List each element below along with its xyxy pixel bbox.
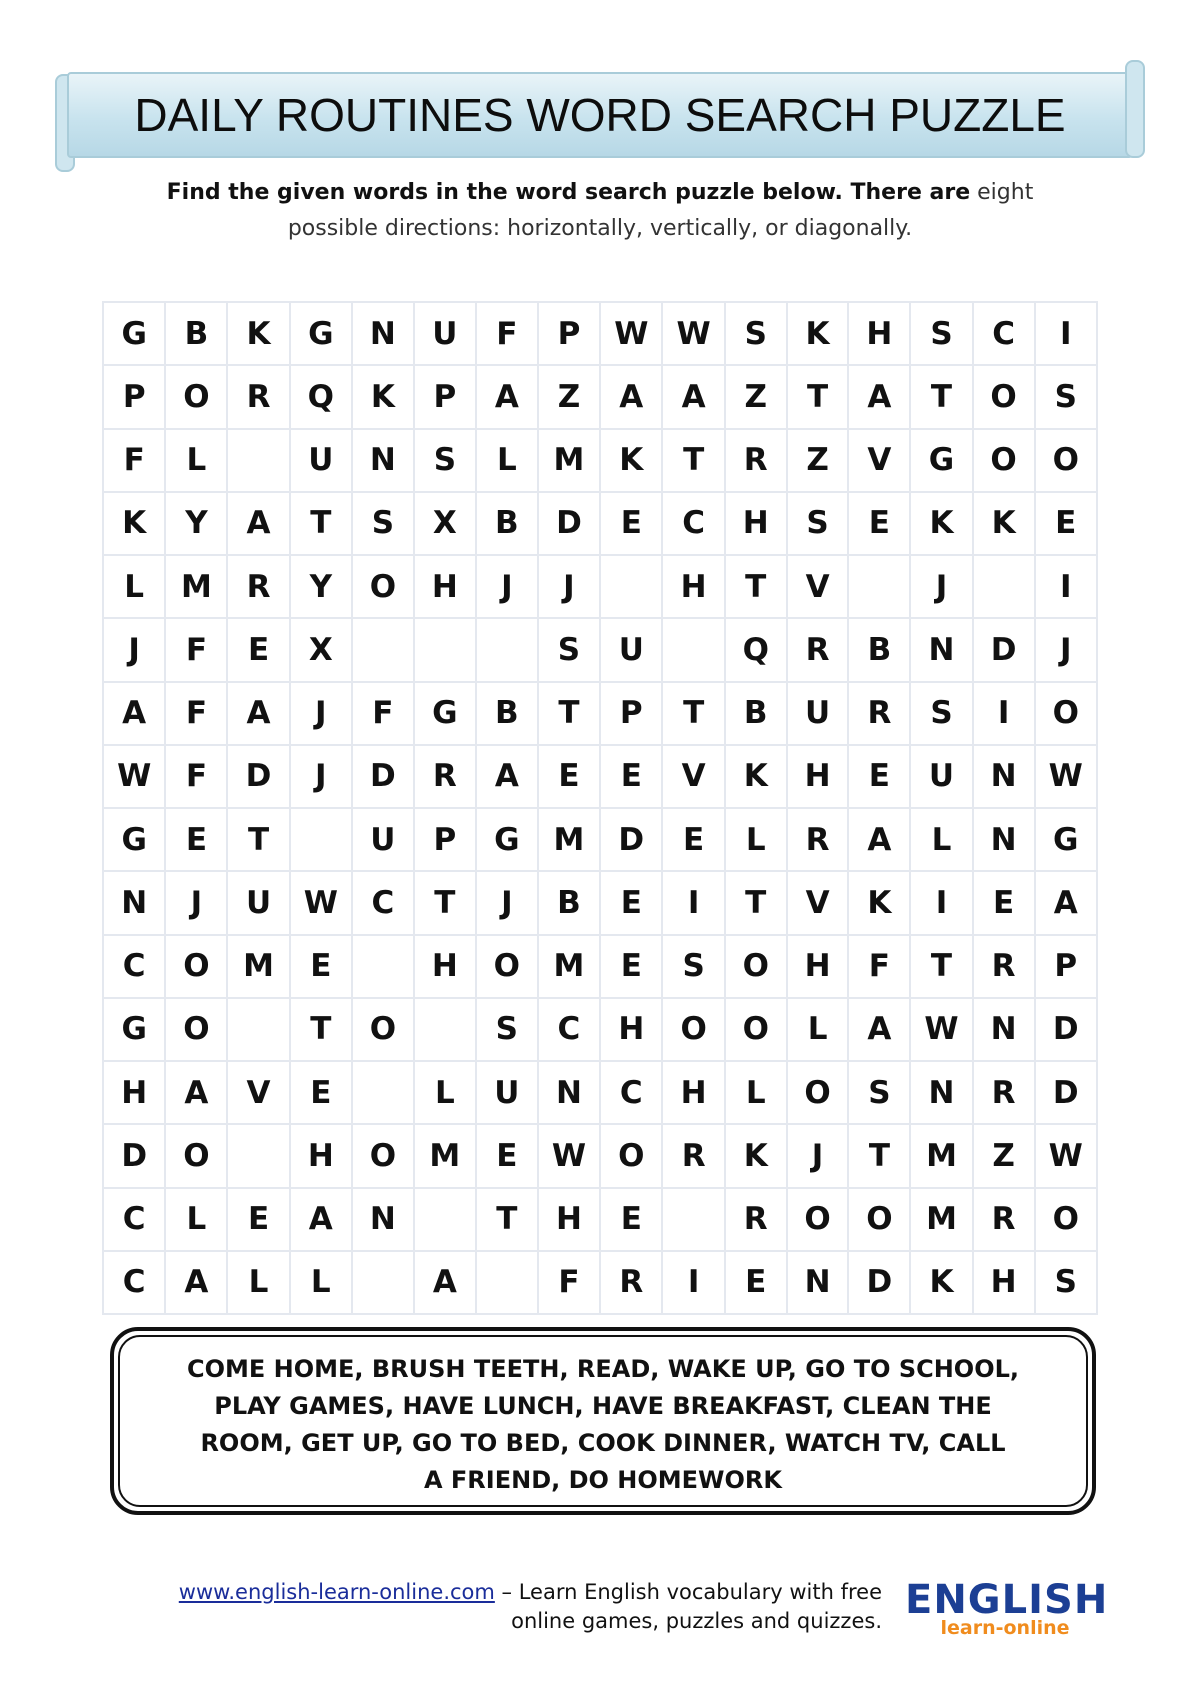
grid-cell: V <box>227 1061 289 1124</box>
grid-cell: K <box>973 492 1035 555</box>
grid-cell: O <box>1035 1188 1098 1251</box>
grid-cell: J <box>165 871 227 934</box>
grid-cell: D <box>352 745 414 808</box>
grid-cell: E <box>600 1188 662 1251</box>
grid-cell: K <box>910 492 972 555</box>
grid-cell <box>352 1251 414 1314</box>
grid-cell: D <box>227 745 289 808</box>
grid-cell: E <box>227 1188 289 1251</box>
grid-cell: L <box>725 1061 787 1124</box>
grid-row <box>103 935 1097 998</box>
grid-row <box>103 492 1097 555</box>
grid-cell: L <box>165 1188 227 1251</box>
grid-cell: S <box>662 935 724 998</box>
grid-cell: R <box>787 618 849 681</box>
grid-cell: L <box>725 808 787 871</box>
footer-text-2: online games, puzzles and quizzes. <box>511 1609 882 1633</box>
grid-cell: H <box>848 302 910 365</box>
grid-cell: E <box>973 871 1035 934</box>
grid-cell <box>352 618 414 681</box>
grid-cell: C <box>352 871 414 934</box>
instructions-line1-bold: Find the given words in the word search puzzle below. There are <box>166 180 971 205</box>
grid-cell: A <box>227 492 289 555</box>
grid-cell: N <box>910 618 972 681</box>
grid-cell: O <box>165 998 227 1061</box>
grid-cell: Z <box>538 365 600 428</box>
grid-cell: B <box>725 682 787 745</box>
grid-cell: S <box>1035 365 1098 428</box>
grid-cell: B <box>538 871 600 934</box>
grid-cell: W <box>1035 1124 1098 1187</box>
grid-cell: U <box>352 808 414 871</box>
grid-cell: M <box>165 555 227 618</box>
grid-row <box>103 1061 1097 1124</box>
grid-row <box>103 682 1097 745</box>
grid-cell: H <box>600 998 662 1061</box>
grid-cell: J <box>787 1124 849 1187</box>
grid-cell: I <box>910 871 972 934</box>
grid-cell <box>848 555 910 618</box>
grid-cell: M <box>538 429 600 492</box>
grid-cell: K <box>848 871 910 934</box>
grid-cell: V <box>787 871 849 934</box>
grid-cell: F <box>165 682 227 745</box>
grid-cell <box>352 1061 414 1124</box>
grid-cell: D <box>1035 998 1098 1061</box>
english-learn-online-logo <box>905 1577 1109 1639</box>
grid-cell: A <box>103 682 165 745</box>
grid-cell: P <box>600 682 662 745</box>
grid-cell: G <box>414 682 476 745</box>
grid-cell: O <box>165 935 227 998</box>
grid-cell: K <box>725 1124 787 1187</box>
grid-cell: V <box>662 745 724 808</box>
grid-cell: O <box>725 935 787 998</box>
grid-cell: T <box>227 808 289 871</box>
grid-cell: N <box>973 745 1035 808</box>
grid-cell: N <box>103 871 165 934</box>
grid-cell: U <box>787 682 849 745</box>
grid-cell: B <box>476 492 538 555</box>
grid-cell: S <box>848 1061 910 1124</box>
grid-cell: R <box>414 745 476 808</box>
title-banner <box>55 72 1145 158</box>
logo-text-learn-online: learn-online <box>940 1617 1070 1639</box>
grid-cell <box>973 555 1035 618</box>
grid-cell: K <box>103 492 165 555</box>
grid-cell: F <box>848 935 910 998</box>
word-list <box>134 1351 1072 1499</box>
grid-cell: I <box>1035 302 1098 365</box>
grid-cell: S <box>538 618 600 681</box>
grid-cell: E <box>662 808 724 871</box>
grid-cell: E <box>538 745 600 808</box>
grid-cell: U <box>290 429 352 492</box>
grid-cell: P <box>414 365 476 428</box>
grid-cell: C <box>662 492 724 555</box>
grid-cell <box>476 618 538 681</box>
grid-cell: R <box>227 555 289 618</box>
grid-cell <box>662 618 724 681</box>
grid-cell: Y <box>290 555 352 618</box>
grid-cell: J <box>290 682 352 745</box>
grid-cell: R <box>725 1188 787 1251</box>
grid-cell: O <box>973 429 1035 492</box>
grid-cell: K <box>725 745 787 808</box>
grid-cell: A <box>1035 871 1098 934</box>
grid-cell: I <box>662 1251 724 1314</box>
grid-cell: I <box>1035 555 1098 618</box>
grid-cell: T <box>662 682 724 745</box>
grid-cell: H <box>787 935 849 998</box>
grid-cell: T <box>725 555 787 618</box>
grid-cell: A <box>165 1251 227 1314</box>
grid-cell: R <box>600 1251 662 1314</box>
instructions-line2: possible directions: horizontally, vertically, or diagonally. <box>287 216 913 241</box>
grid-row <box>103 1188 1097 1251</box>
grid-cell: L <box>414 1061 476 1124</box>
grid-cell: C <box>103 1251 165 1314</box>
grid-cell: K <box>787 302 849 365</box>
grid-cell: S <box>910 302 972 365</box>
grid-cell: E <box>600 871 662 934</box>
grid-cell: O <box>476 935 538 998</box>
grid-cell: O <box>787 1188 849 1251</box>
word-search-grid <box>102 301 1098 1315</box>
grid-cell: E <box>227 618 289 681</box>
grid-cell: G <box>910 429 972 492</box>
grid-cell: E <box>1035 492 1098 555</box>
grid-cell: E <box>290 935 352 998</box>
grid-cell: U <box>600 618 662 681</box>
grid-cell: K <box>910 1251 972 1314</box>
instructions-line1-rest: eight <box>977 180 1034 205</box>
grid-cell: S <box>414 429 476 492</box>
grid-cell <box>476 1251 538 1314</box>
grid-cell: W <box>910 998 972 1061</box>
footer-text-1: Learn English vocabulary with free <box>518 1580 882 1604</box>
grid-cell: A <box>165 1061 227 1124</box>
grid-cell: G <box>103 302 165 365</box>
grid-cell: D <box>848 1251 910 1314</box>
grid-cell: R <box>662 1124 724 1187</box>
grid-cell: R <box>725 429 787 492</box>
grid-cell: O <box>600 1124 662 1187</box>
grid-cell: T <box>414 871 476 934</box>
instructions <box>150 175 1050 247</box>
grid-cell: D <box>973 618 1035 681</box>
grid-cell: E <box>476 1124 538 1187</box>
grid-cell: L <box>165 429 227 492</box>
grid-cell: S <box>1035 1251 1098 1314</box>
grid-cell: S <box>352 492 414 555</box>
grid-cell: E <box>165 808 227 871</box>
grid-cell: Z <box>973 1124 1035 1187</box>
grid-cell: G <box>103 808 165 871</box>
grid-cell: N <box>352 429 414 492</box>
grid-cell: O <box>662 998 724 1061</box>
grid-cell: G <box>103 998 165 1061</box>
grid-row <box>103 808 1097 871</box>
grid-cell: T <box>910 935 972 998</box>
grid-cell: M <box>414 1124 476 1187</box>
grid-cell: W <box>103 745 165 808</box>
grid-cell: R <box>973 935 1035 998</box>
grid-cell: U <box>414 302 476 365</box>
grid-cell: S <box>910 682 972 745</box>
grid-cell: W <box>538 1124 600 1187</box>
grid-row <box>103 429 1097 492</box>
grid-cell: M <box>910 1188 972 1251</box>
grid-cell: H <box>662 1061 724 1124</box>
grid-row <box>103 302 1097 365</box>
grid-cell: O <box>973 365 1035 428</box>
grid-cell: C <box>600 1061 662 1124</box>
grid-cell: E <box>725 1251 787 1314</box>
grid-cell: I <box>973 682 1035 745</box>
grid-cell <box>290 808 352 871</box>
grid-cell <box>414 998 476 1061</box>
grid-row <box>103 555 1097 618</box>
grid-cell: G <box>290 302 352 365</box>
grid-row <box>103 365 1097 428</box>
grid-cell: D <box>1035 1061 1098 1124</box>
grid-cell: E <box>600 935 662 998</box>
grid-cell: J <box>476 871 538 934</box>
grid-cell: P <box>414 808 476 871</box>
grid-cell: A <box>848 998 910 1061</box>
grid-cell: L <box>103 555 165 618</box>
grid-cell: W <box>1035 745 1098 808</box>
word-list-box <box>110 1327 1096 1515</box>
word-list-line-2: PLAY GAMES, HAVE LUNCH, HAVE BREAKFAST, CLEAN THE <box>214 1392 992 1420</box>
grid-cell: O <box>352 998 414 1061</box>
grid-cell: O <box>1035 682 1098 745</box>
grid-cell: O <box>352 555 414 618</box>
grid-cell: R <box>973 1061 1035 1124</box>
grid-cell: F <box>165 745 227 808</box>
grid-cell: H <box>662 555 724 618</box>
grid-cell: N <box>910 1061 972 1124</box>
grid-cell: E <box>848 745 910 808</box>
grid-cell: G <box>1035 808 1098 871</box>
grid-cell: D <box>538 492 600 555</box>
grid-cell: H <box>290 1124 352 1187</box>
grid-cell <box>414 1188 476 1251</box>
grid-cell: N <box>973 808 1035 871</box>
grid-cell: S <box>787 492 849 555</box>
grid-cell: M <box>538 808 600 871</box>
grid-cell: Q <box>725 618 787 681</box>
grid-cell <box>227 998 289 1061</box>
grid-cell: A <box>662 365 724 428</box>
word-list-line-3: ROOM, GET UP, GO TO BED, COOK DINNER, WATCH TV, CALL <box>200 1429 1006 1457</box>
grid-cell: R <box>787 808 849 871</box>
grid-cell: X <box>414 492 476 555</box>
grid-cell: F <box>103 429 165 492</box>
grid-row <box>103 1251 1097 1314</box>
logo-text-english: ENGLISH <box>905 1577 1109 1623</box>
grid-cell: K <box>600 429 662 492</box>
grid-cell: B <box>165 302 227 365</box>
grid-cell: V <box>848 429 910 492</box>
grid-cell: E <box>848 492 910 555</box>
grid-cell: A <box>290 1188 352 1251</box>
grid-cell: P <box>1035 935 1098 998</box>
grid-cell: O <box>165 1124 227 1187</box>
grid-cell: I <box>662 871 724 934</box>
grid-cell: H <box>414 935 476 998</box>
page-title: DAILY ROUTINES WORD SEARCH PUZZLE <box>134 89 1066 141</box>
grid-cell: T <box>725 871 787 934</box>
grid-row <box>103 998 1097 1061</box>
grid-cell: J <box>290 745 352 808</box>
grid-cell: N <box>352 1188 414 1251</box>
grid-cell: T <box>290 998 352 1061</box>
grid-cell: W <box>290 871 352 934</box>
grid-cell: R <box>848 682 910 745</box>
grid-cell: O <box>165 365 227 428</box>
grid-cell: J <box>103 618 165 681</box>
grid-cell: N <box>538 1061 600 1124</box>
grid-cell: O <box>725 998 787 1061</box>
grid-cell: C <box>103 935 165 998</box>
grid-row <box>103 871 1097 934</box>
grid-cell: A <box>476 365 538 428</box>
word-list-line-4: A FRIEND, DO HOMEWORK <box>423 1466 782 1494</box>
grid-cell: Q <box>290 365 352 428</box>
grid-cell: M <box>538 935 600 998</box>
grid-cell <box>227 429 289 492</box>
grid-row <box>103 618 1097 681</box>
grid-cell: M <box>910 1124 972 1187</box>
grid-cell: U <box>910 745 972 808</box>
grid-cell: F <box>352 682 414 745</box>
grid-cell: C <box>973 302 1035 365</box>
grid-cell: G <box>476 808 538 871</box>
grid-cell: S <box>476 998 538 1061</box>
grid-cell: A <box>476 745 538 808</box>
footer-dash: – <box>494 1580 519 1604</box>
grid-cell: J <box>476 555 538 618</box>
word-list-line-1: COME HOME, BRUSH TEETH, READ, WAKE UP, GO TO SCHOOL, <box>186 1355 1020 1383</box>
grid-cell: E <box>600 492 662 555</box>
grid-cell: K <box>352 365 414 428</box>
grid-cell: F <box>476 302 538 365</box>
grid-cell: Y <box>165 492 227 555</box>
grid-cell: L <box>787 998 849 1061</box>
grid-cell: L <box>290 1251 352 1314</box>
grid-cell: N <box>973 998 1035 1061</box>
grid-cell: E <box>290 1061 352 1124</box>
grid-cell: Z <box>725 365 787 428</box>
grid-cell: T <box>787 365 849 428</box>
grid-cell: J <box>910 555 972 618</box>
grid-cell <box>227 1124 289 1187</box>
grid-cell: H <box>538 1188 600 1251</box>
grid-cell: X <box>290 618 352 681</box>
grid-cell: T <box>662 429 724 492</box>
grid-cell: P <box>538 302 600 365</box>
grid-cell: L <box>910 808 972 871</box>
grid-cell <box>414 618 476 681</box>
grid-cell: F <box>538 1251 600 1314</box>
grid-cell: A <box>848 365 910 428</box>
grid-cell: R <box>227 365 289 428</box>
grid-cell: H <box>787 745 849 808</box>
grid-cell: Z <box>787 429 849 492</box>
grid-cell: W <box>662 302 724 365</box>
grid-cell: A <box>600 365 662 428</box>
grid-cell: O <box>848 1188 910 1251</box>
grid-cell: K <box>227 302 289 365</box>
grid-cell: P <box>103 365 165 428</box>
grid-cell: H <box>973 1251 1035 1314</box>
grid-cell: H <box>103 1061 165 1124</box>
grid-cell: U <box>476 1061 538 1124</box>
grid-cell: E <box>600 745 662 808</box>
grid-cell: W <box>600 302 662 365</box>
grid-row <box>103 745 1097 808</box>
grid-cell: T <box>848 1124 910 1187</box>
grid-cell: A <box>414 1251 476 1314</box>
grid-cell: J <box>538 555 600 618</box>
grid-cell <box>600 555 662 618</box>
grid-cell: O <box>1035 429 1098 492</box>
grid-cell: M <box>227 935 289 998</box>
grid-cell: U <box>227 871 289 934</box>
grid-cell: F <box>165 618 227 681</box>
grid-cell: T <box>910 365 972 428</box>
grid-cell: B <box>848 618 910 681</box>
grid-cell: R <box>973 1188 1035 1251</box>
grid-cell: C <box>103 1188 165 1251</box>
grid-cell: L <box>476 429 538 492</box>
grid-cell: D <box>600 808 662 871</box>
grid-cell <box>662 1188 724 1251</box>
grid-cell <box>352 935 414 998</box>
grid-cell: N <box>352 302 414 365</box>
grid-cell: O <box>352 1124 414 1187</box>
footer <box>112 1578 882 1636</box>
grid-cell: B <box>476 682 538 745</box>
website-link[interactable]: www.english-learn-online.com <box>178 1580 495 1604</box>
grid-cell: S <box>725 302 787 365</box>
grid-cell: A <box>227 682 289 745</box>
grid-cell: H <box>414 555 476 618</box>
grid-cell: V <box>787 555 849 618</box>
grid-cell: D <box>103 1124 165 1187</box>
grid-cell: J <box>1035 618 1098 681</box>
grid-cell: T <box>290 492 352 555</box>
grid-cell: T <box>476 1188 538 1251</box>
grid-cell: L <box>227 1251 289 1314</box>
grid-row <box>103 1124 1097 1187</box>
grid-cell: C <box>538 998 600 1061</box>
grid-cell: H <box>725 492 787 555</box>
grid-cell: T <box>538 682 600 745</box>
grid-cell: N <box>787 1251 849 1314</box>
grid-cell: O <box>787 1061 849 1124</box>
grid-cell: A <box>848 808 910 871</box>
